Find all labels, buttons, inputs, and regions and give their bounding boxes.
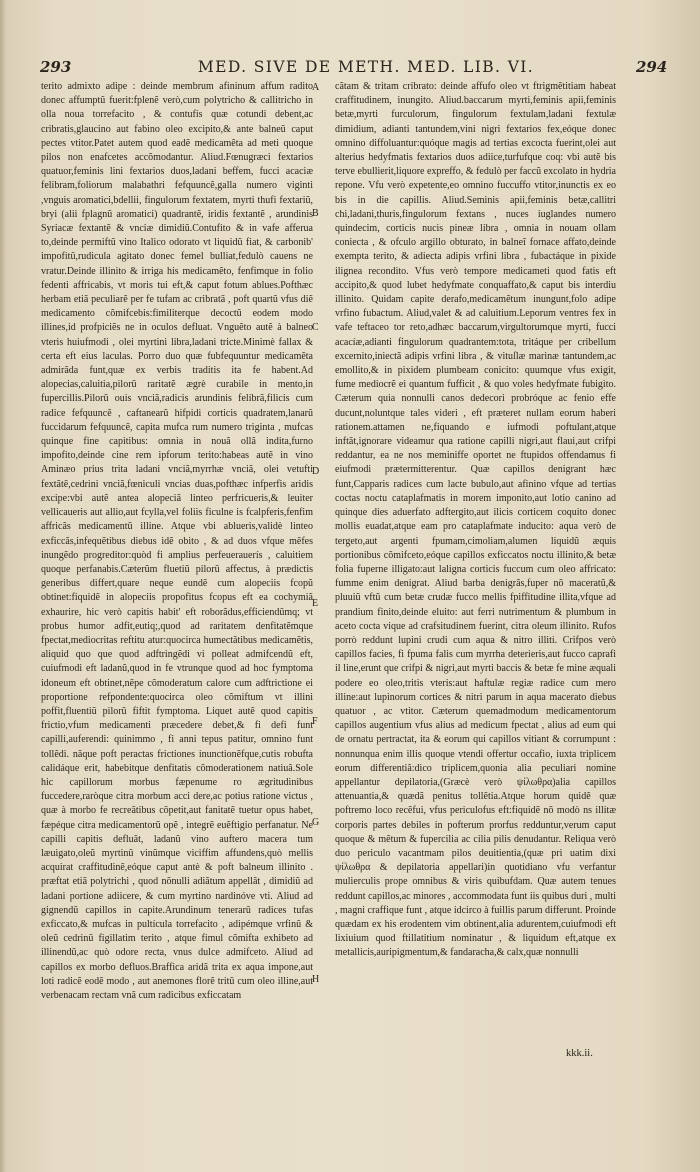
margin-marker-b: B bbox=[312, 208, 319, 219]
margin-marker-e: E bbox=[312, 598, 319, 609]
folio-left: 293 bbox=[40, 58, 72, 76]
margin-marker-f: F bbox=[312, 716, 318, 727]
folio-right: 294 bbox=[636, 58, 668, 76]
text-column-left bbox=[41, 80, 313, 1003]
text-column-right bbox=[335, 80, 616, 961]
page-gutter-shadow bbox=[0, 0, 6, 1172]
margin-marker-h: H bbox=[312, 974, 320, 985]
signature-mark: kkk.ii. bbox=[566, 1048, 593, 1059]
column-left-text: terito admixto adipe : deinde membrum afininum affum radito donec affumptũ fuerit:fplenẽ verò,cum polytricho & callitricho in olla noua torrefacito , & contufis quæ cotundi debent,ac cribratis,glaucino aut fabino oleo excipito,& ante balneũ caput pectes vtitor.Patet autem quod eadẽ medicamẽta ad meti quoque pilos non enafcetes accõmodantur. Aliud.Fœnugræci fextarios quatuor,feminis lini fextarios duos,ladani beffem, fucci acaciæ felibram,foliorum malabathri fefquuncẽ,galla numero viginti ,vnguis aromatici,bdellii, fingulorum fextatem, myrti thufi fextariũ, bryi (alii fplagnũ aromatici) quadrantẽ, iridis fextantẽ , arundinis Syriacæ fextantẽ & vnciæ dimidiũ.Contufito & in vafe afferua to,deinde permiftũ vino Italico odorato vt liquidũ fiat, & carbonib' impofitũ,rudicula agitato donec femel bulliat,fedulò cauens ne vratur.Deinde illinito & irriga his medicamẽto, fenfimque in folio fedenti affricabis, vt moris tui eft,& caput fotum ablues.Pofthæc herbam etiã peculiarẽ per fe tufam ac cribratã , poft quartũ vfus diẽ medicamento cõmifcebis:fimiliterque decoctũ eodem modo illines,id profpiciẽs ne in oculos defluat. Vnguẽto autẽ à balneo vteris huiufmodi , olei myrtini libra,ladani tricte.Minimè fallax & certa eft eius laculas. Porro duo quæ fubfequuntur medicamẽta admirãda funt,quæ ex verbis traditis ita fe habent.Ad alopecias,caluitia,pilorũ raritatẽ ægrè curabile in mento,in fupercillis.Pilorũ ouis vnciã,radicis arundinis felibrã,filicis cum radice fefquuncẽ , caftanearũ hifpidi corticis quadratem,lanarũ fuccidarum fefquuncẽ, capita mufca rum numero triginta , mufcas quinque fine capitibus: omnia in nouã ollã indita,furno impofito,deinde cine rem ipforum terito:habeas autẽ in vino Aminæo prius trita ladani vnciã,myrrhæ vnciã, olei vetufti fextãtẽ,cedrini vnciã,fœniculi vncias duas,pofthæc infperfis aridis excipe:vbi autẽ antea alopeciã linteo perfricueris,& leuiter vellicaueris aut allio,aut fcylla,vel foliis ficulne is fcalpferis,fenfim affricãs medicamentũ illine. Atque vbi ablueris,validè linteo exficcãs,infequẽtibus diebus idẽ obito , & ad duos vfque mẽfes inungẽdo progreditor:quòd fi amplius perfeuerauerís , caluitiem quoque perfanabis.Cæterũm fluetiũ pilorũ affectus, à prædictis generibus differt,quare neque eundẽ cum alopeciis fcopũ obtinet:fiquidẽ in alopeciis propofitus fcopus eft ea cochymiã exhaurire, hic verò capitis habit' eft roborãdus,efficiendũmq; vt probus humor adfit,eutiq;,quod ad raritatem denfitatẽmque fpectat,mediocritas reftitu atur:quocirca humectãtibus medicamẽtis, aliquid quo que quod adftringẽdi vi polleat admifcendũ eft, cuiufmodi eft ladanũ,quod in fe vtrunque quod ad hoc fymptoma idoneum eft obtinet,nẽpe cõmoderatum calore cum adftrictione ei proportione refpondente:quocirca oleo cõmiftum vt illini poffit,fluentiũ pilorũ fiftit fymptoma. Liquet autẽ quod capitis frictio,vfum medicamenti præcedere debet,& fi defi funt capilli,auferendi: quinimmo , fi anni tepus patitur, omnino funt tollẽdi. nãque poft peractas frictiones inunctionẽfque,cutis robufta calidáque erit, habebitque denfitatis cõmoderationem natiuã.Sole hic capillorum morbus fæpenume ro ægritudinibus fuccedere,raròque citra morbum acci dere,ac potius ratione victus , quæ à morbo fe recreãtibus cõpetit,aut fanitatẽ tuetur opus habet, fæpéque citra medicamentorũ opẽ , integrẽ euẽftigio perfanatur. Ne capilli capitis defluãt, ladanũ vino auftero macera tum læuigato,oleũ myrtinũ vinũmque viciffim affundens,quò mellis acquirat craffitudinẽ,eóque caput antè & poft balneum illinito . præftat etiã polytrichi , quod nõnulli adiãtum appellãt , dimidiũ ad ladani portione adiicere, & cum myrtino nardinóve vti. Aliud ad gignendũ capillos in capite.Arundinum tenerarũ radices tufas exficcato,& mufcas in pultícula torrefacito , adipémque vrfinũ & oleũ cedrinũ figillatim terito , atque fimul cõmifta exhibeto ad illinendũ,ac quò odore recta, vnus dulce admifceto. Aliud ad capillos ex morbo defluos.Braffica aridã trita ex aqua impone,aut loti radicẽ eodẽ modo , aut anemones florẽ tritũ cum oleo illine,aut verbenacam rectam vnã cum radicibus exficcatam bbox=[41, 81, 313, 1001]
margin-marker-d: D bbox=[312, 466, 320, 477]
running-title: MED. SIVE DE METH. MED. LIB. VI. bbox=[197, 58, 535, 76]
column-right-text: cãtam & tritam cribrato: deinde affufo oleo vt ftrigmẽtitiam habeat craffitudinem, inungito. Aliud.baccarum myrti,feminis apii,feminis betæ,myrti furculorum, fingulorum fextulam,ladani fextulæ dimidium, adianti tantundem,vini nigri fextarios fex,eóque donec omnino diffoluantur:quóque magis ad tertias excocta fuerint,olei aut alterius hedyfmatis fextarios duos adiice,turfufque coq: vbi autẽ bis terve ebullierit,liquore expreffo, & fedulò per faccũ excolato in hydria repone. Vfu verò expetente,eo omnino fuccuffo vtitor,inunctis ex eo bis in die capillis. Aliud.Seminis apii,feminis betæ,callitri chi,ladani,thuris,fingulorum fextans , nuces iuglandes numero quindecim, corticis nucis pineæ libra , omnia in nouam ollam coniecta , & ofculo argillo obturato, in balneĩ fornace affato,deinde exempta terito, & adiecta adipis vrfini libra , fubactáque in pixide ilignea recondito. Vfus verò tempore medicameti quod fatis eft accipito,& quod lubet hedyfmate conquaffato,& caput bis interdiu illinito. Quidam capite derafo,medicamẽtum inungunt,folo adipe vrfino fubactum. Aliud,valet & ad caluitium.Leporum ventres fex in vafe teftaceo tor reto,adhæc baccarum,virgultorumque myrti, fucci acacíæ,adianti fingulorum quadrantem:tota, tritáque per cribellum excernito,iniectã adipis vrfini libra , & vituſlæ marinæ tantundem,ac emollito,& in pixidem plumbeam conicito: quumque vfus exigit, fume mediocrẽ ei quantum fufficit , & quo voles hedyfmate fubigito. Cæterum quia nonnulli canos dedecori probróque ac fenio effe ducunt,noluntque tales videri , eft præteret nullam eorum haberi rationem.attamen ne,fiquando e iufmodi poftulant,atque inftãt,ignorare videamur qua ratione capilli nigri,aut flaui,aut crifpi reddantur, ea ne nos meminiffe oportet ne ftupidos offendamus fi eiufmodi prætermitterentur. Quæ capillos denigrant hæc funt,Capparis radices cum lacte bubulo,aut afinino vfque ad tertias coctas noctu cataplafmatis in morem imponito,aut lotio canino ad quinque dies aduerfato adftergito,aut ilicis corticem coquito donec mollis euadat,atque eam pro cataplafmate inducito: aqua verò de tergeto,aut argenti fpumam,cimoliam,alumen liquidũ æquis portionibus cõmifceto,eóque capillos exficcatos noctu illinito,& betæ folia fuperne illigato:aut laligna corticis fuccum cum oleo affricato: fumme enim denigrat. Aliud barba denigrãs,fuper nõ maceratũ,& pluuiũ vftũ cum betæ crudæ fucco mellis fpiffitudine illita,vfque ad prandium finito,deinde eluito: aut ferri nutrimentum & plumbum in aceto cocta vique ad crafsitudinem fuerint, citra oleum illinito. Rufos porrò reddunt lupini crudi cum aqua & nitro illiti. Crifpos verò capillos facies, fi fpuma falis cum myrrha deterieris,aut fucco caprafi il line,erunt que crifpi & nigri,aut myrti baccis & betæ fe mine æquali podere eo oleo,tritis vteris:aut haftulæ regiæ radice cum mero illine:aut lupinorum cortices & nitri parum in aqua macerato diebus quatuor , ac vtitor. Cæterum quemadmodum medicamentorum capillos augentium vfus alius ad medicum fpectat , alius ad eum qui de ornatu pertractat, ita & eorum qui capillos vitiant & corrumpunt : nonnunqua enim illis quoque vtendi offertur occafio, iuxta triplicem eorum differentiã:dico triplicem,quonia alia peculiari nomine appellantur depilatoria,(Græcè verò ψίλωθρα)alia capillos attenuantia,& quædã penitus tollẽtia.Atque horum quidẽ quæ poftremo loco recẽfui, vfus periculofus eft:fiquidẽ nõ modò ns illitæ corporis partes debiles in pofterum prorfus redduntur,verum caput quoque & mẽtum & fupercilia ac cilia pilis denudantur. Reliqua verò duo periculo vacantmam pilos deuitientia,(quæ pri uatim dixi ψίλωθρα & depilatoria appellari)in quotidiano vfu verfantur mulierculis prope omnibus & viris quibufdam. Quæ autem tenues reddunt capillos,ac minores , accommodata funt iis quibus duri , multi , magni craffique funt , atque idcirco à fuillis parum differunt. Proinde quædam ex his erodentem vim obtinent,alia adurentem,cuiufmodi eft lixiuium quod ftillatitium nominatur , & liquidum eft,atque ex metallicis,auripigmentum,& fandaracha,& calx,quæ nonnulli bbox=[335, 81, 616, 959]
margin-marker-c: C bbox=[312, 322, 319, 333]
margin-marker-a: A bbox=[312, 82, 320, 93]
margin-marker-g: G bbox=[312, 817, 320, 828]
